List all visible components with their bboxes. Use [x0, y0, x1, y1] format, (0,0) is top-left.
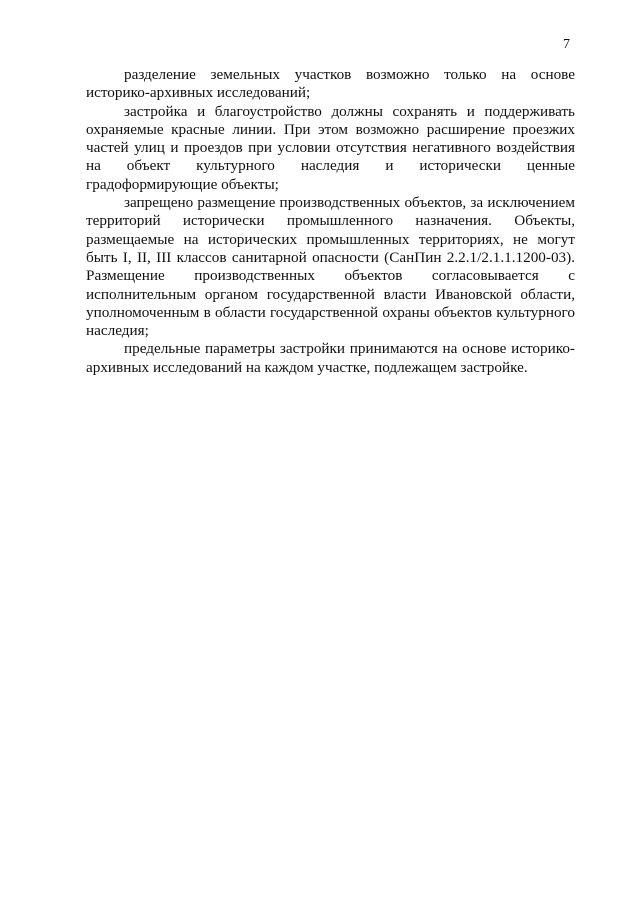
paragraph-building-parameters: предельные параметры застройки принимаются на основе историко-архивных исследований на каждом участке, подлежащем застройке. — [86, 340, 575, 376]
paragraph-industrial-objects: запрещено размещение производственных объектов, за исключением территорий исторически промышленного назначения. Объекты, размещаемые на исторических промышленных территориях, не могут быть I, II, III классов санитарной опасности (СанПин 2.2.1/2.1.1.1200-03). Размещение производственных объектов согласовывается с исполнительным органом государственной власти Ивановской области, уполномоченным в области государственной охраны объектов культурного наследия; — [86, 194, 575, 340]
paragraph-red-lines: застройка и благоустройство должны сохранять и поддерживать охраняемые красные линии. При этом возможно расширение проезжих частей улиц и проездов при условии отсутствия негативного воздействия на объект культурного наследия и исторически ценные градоформирующие объекты; — [86, 102, 575, 193]
body-text — [86, 66, 575, 377]
paragraph-land-division: разделение земельных участков возможно только на основе историко-архивных исследований; — [86, 66, 575, 102]
page-number: 7 — [563, 37, 570, 52]
